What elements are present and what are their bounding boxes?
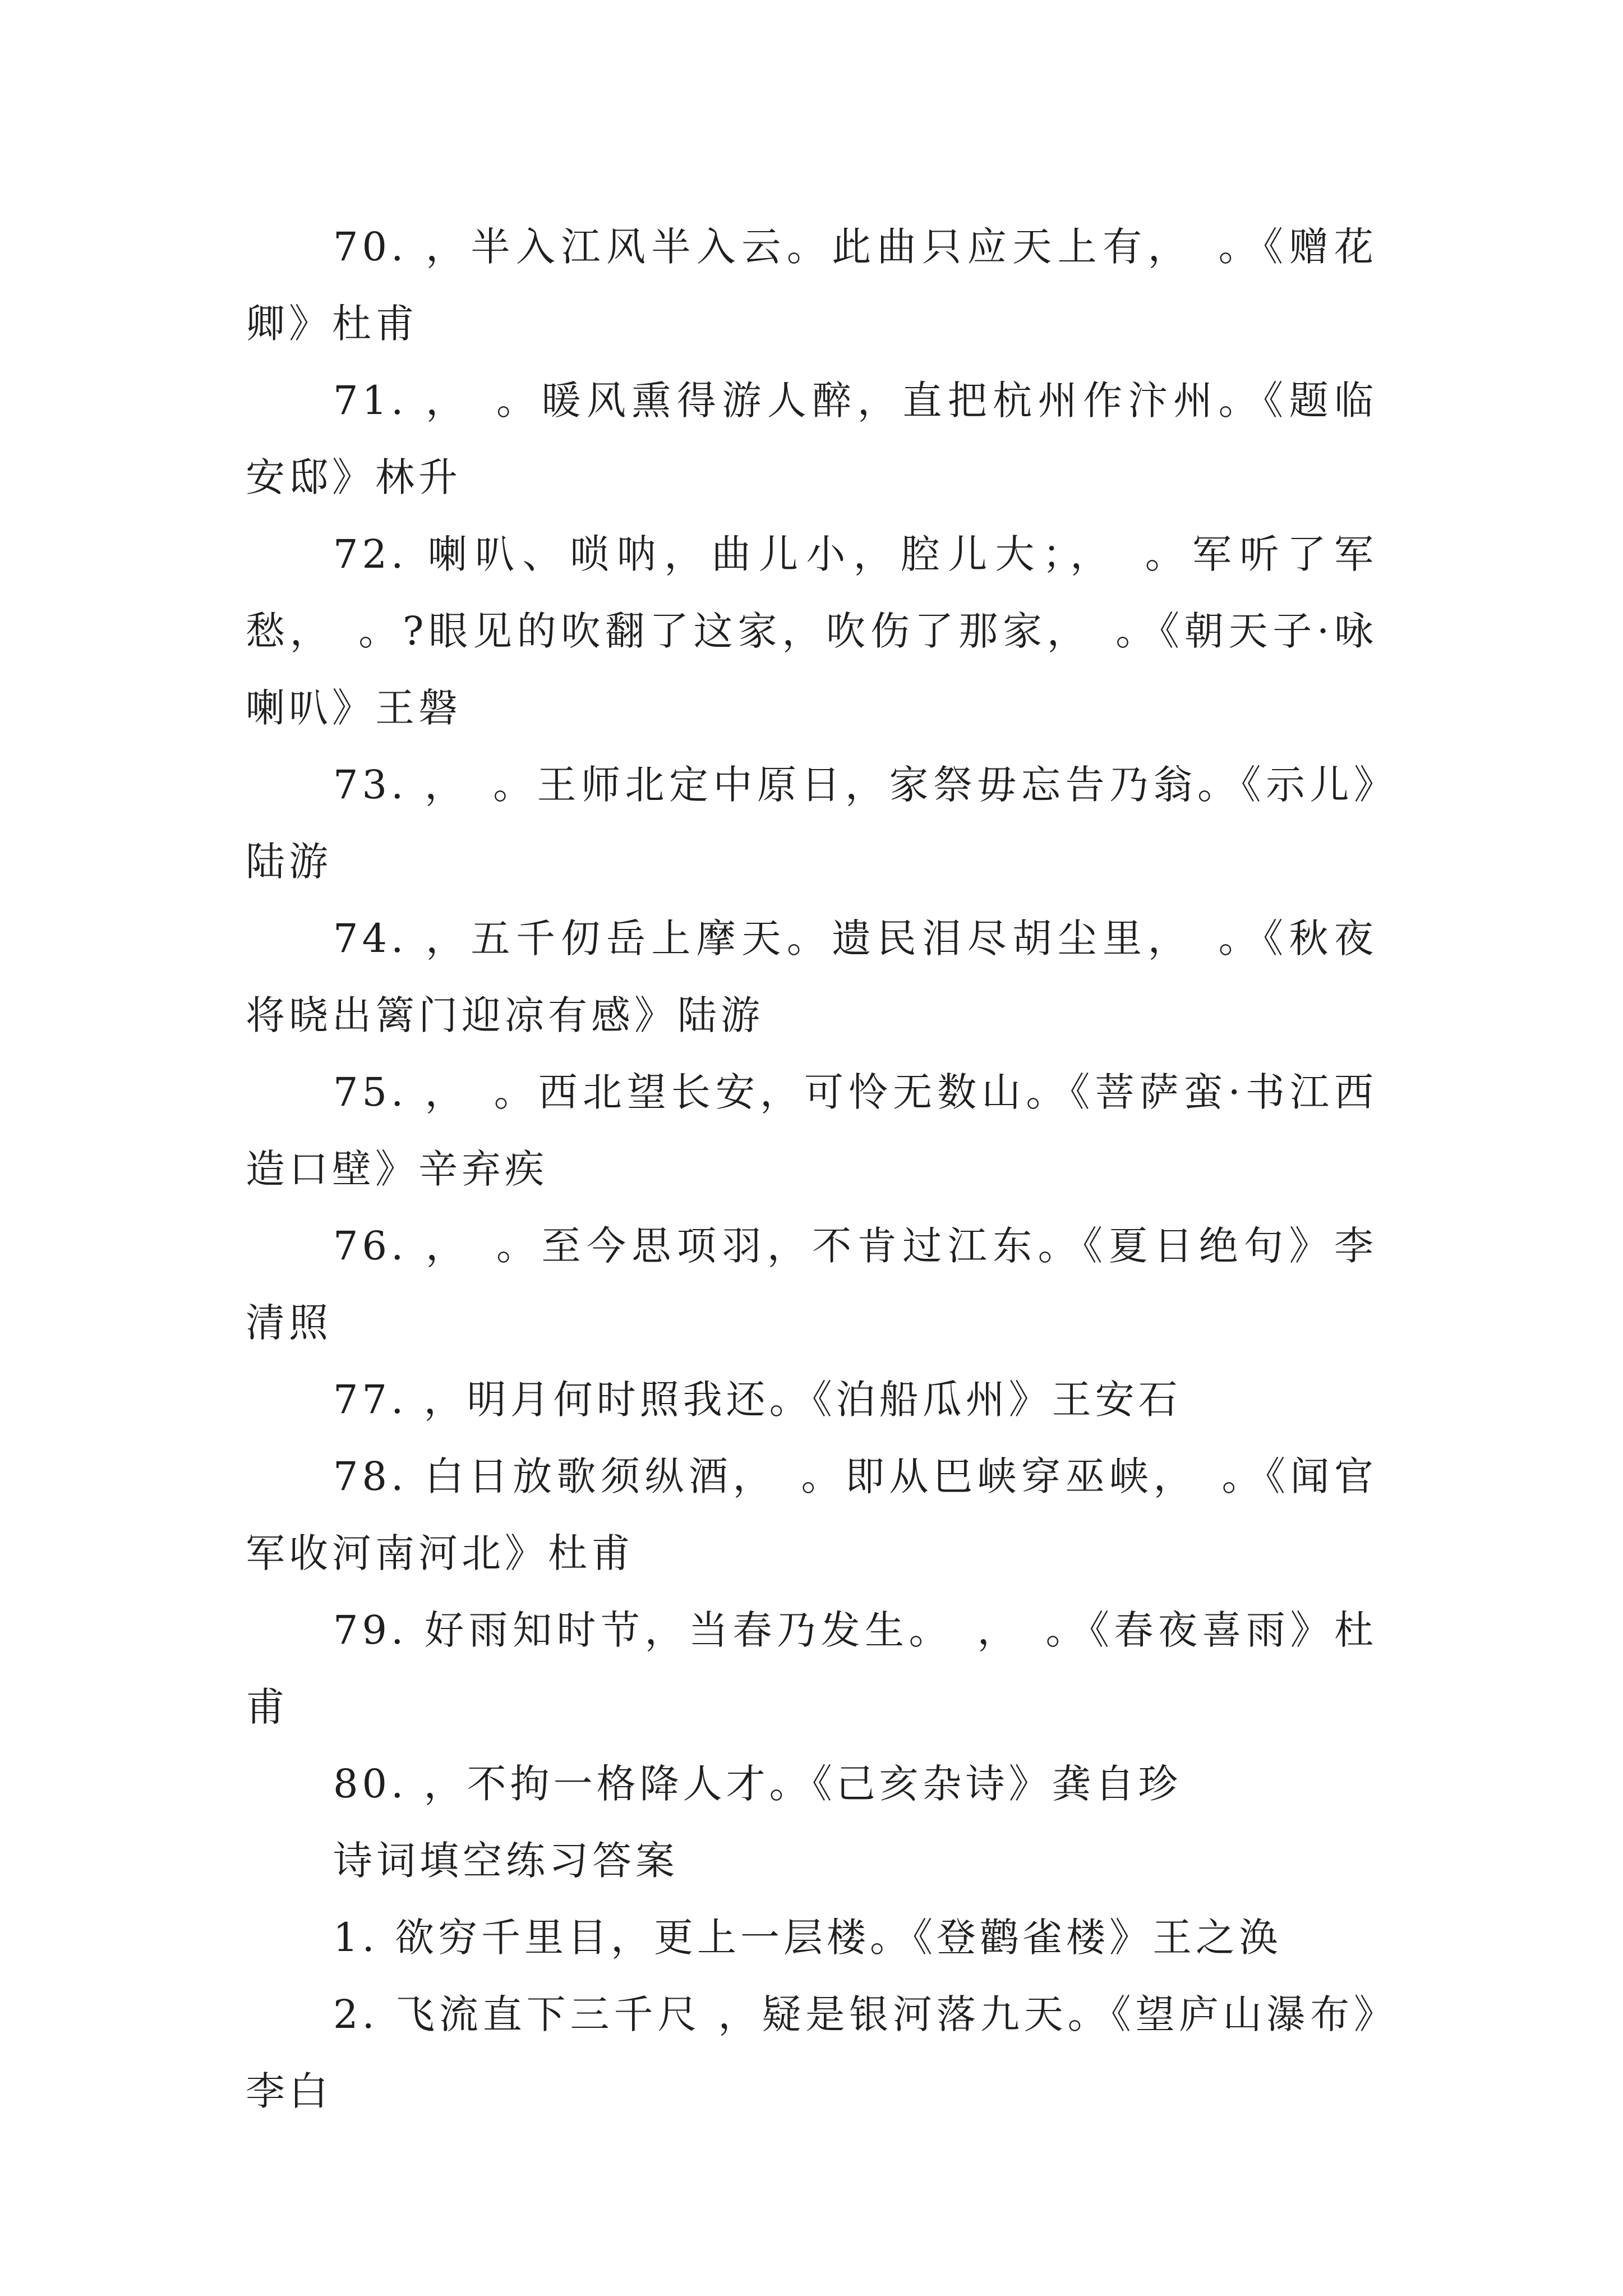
question-71: 71. ， 。暖风熏得游人醉，直把杭州作汴州。《题临安邸》林升 [246,378,1377,500]
question-73: 73. ， 。王师北定中原日，家祭毋忘告乃翁。《示儿》陆游 [246,762,1377,885]
question-77: 77. ，明月何时照我还。《泊船瓜州》王安石 [333,1377,1182,1423]
document-page [246,209,1377,2130]
answer-2: 2. 飞流直下三千尺 ，疑是银河落九天。《望庐山瀑布》李白 [246,1991,1377,2114]
question-74: 74. ，五千仞岳上摩天。遗民泪尽胡尘里， 。《秋夜将晓出篱门迎凉有感》陆游 [246,915,1377,1038]
answer-section-heading: 诗词填空练习答案 [333,1838,679,1884]
question-75: 75. ， 。西北望长安，可怜无数山。《菩萨蛮·书江西造口壁》辛弃疾 [246,1069,1377,1192]
question-78: 78. 白日放歌须纵酒， 。即从巴峡穿巫峡， 。《闻官军收河南河北》杜甫 [246,1453,1377,1576]
question-79: 79. 好雨知时节，当春乃发生。 ， 。《春夜喜雨》杜甫 [246,1607,1377,1730]
answer-1: 1. 欲穷千里目，更上一层楼。《登鹳雀楼》王之涣 [333,1915,1283,1961]
question-80: 80. ，不拘一格降人才。《己亥杂诗》龚自珍 [333,1761,1182,1807]
question-76: 76. ， 。至今思项羽，不肯过江东。《夏日绝句》李清照 [246,1223,1377,1346]
question-72: 72. 喇叭、唢呐，曲儿小，腔儿大；， 。军听了军愁， 。?眼见的吹翻了这家，吹伤了那家， 。《朝天子·咏喇叭》王磐 [246,531,1377,731]
question-70: 70. ，半入江风半入云。此曲只应天上有， 。《赠花卿》杜甫 [246,224,1377,347]
